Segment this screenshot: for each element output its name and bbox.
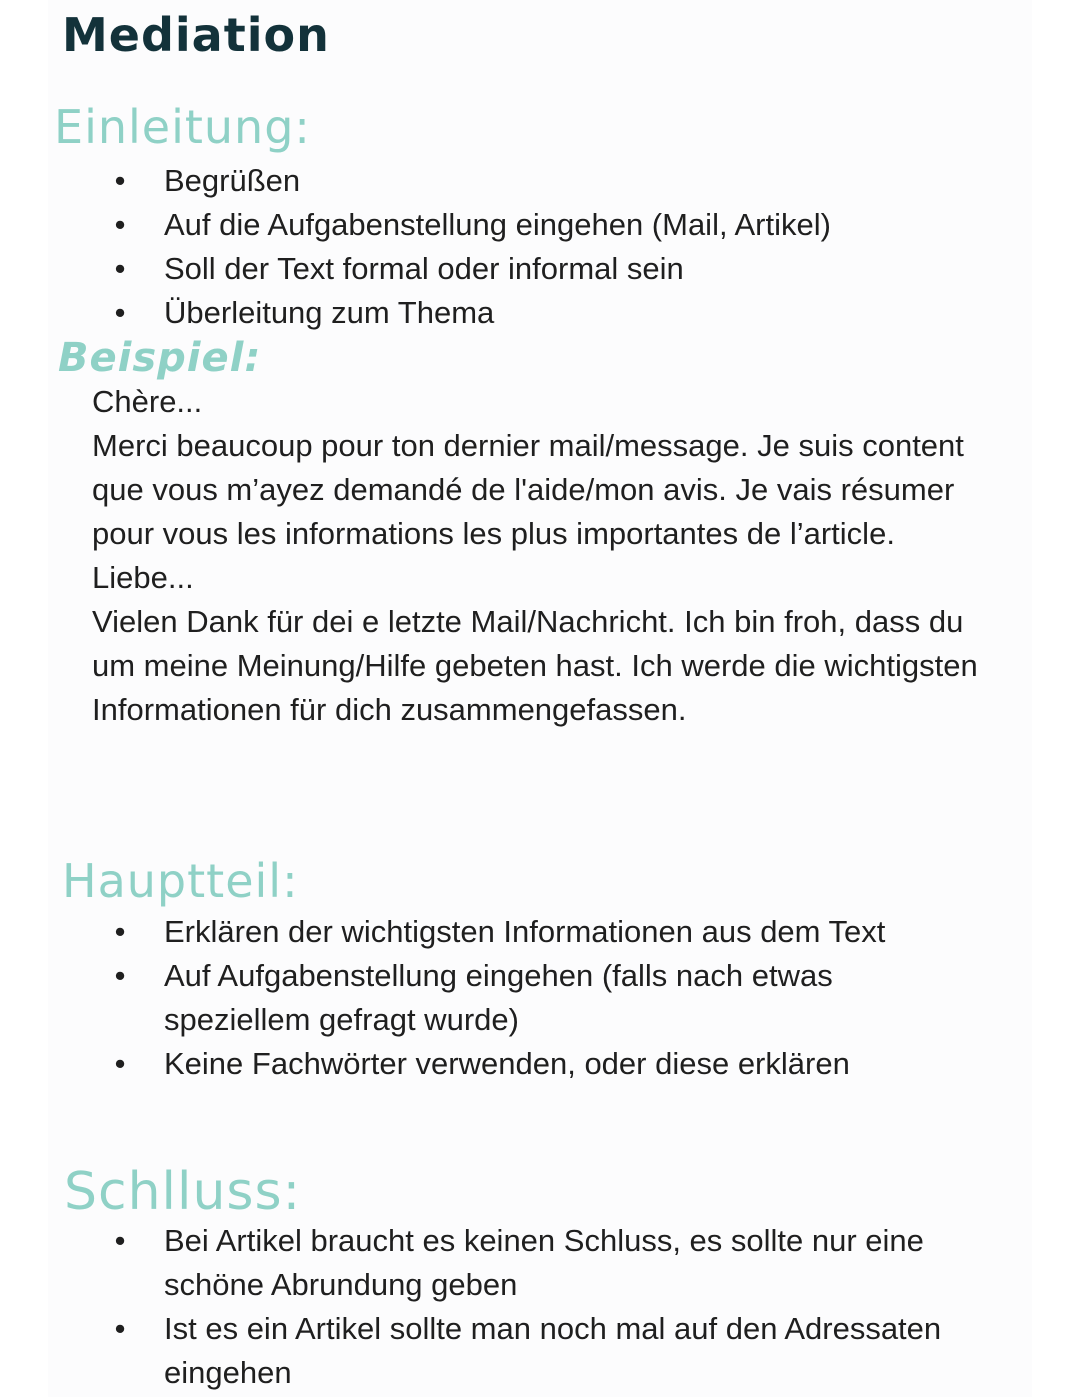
einleitung-heading: Einleitung:: [54, 100, 311, 154]
bullet-icon: •: [114, 207, 126, 242]
list-item: [0, 247, 984, 291]
list-item-text: Ist es ein Artikel sollte man noch mal auf den Adressaten eingehen: [164, 1311, 942, 1390]
page-title: Mediation: [62, 8, 330, 62]
list-item-text: Auf die Aufgabenstellung eingehen (Mail, Artikel): [164, 207, 831, 242]
bullet-icon: •: [114, 1046, 126, 1081]
list-item: [0, 291, 984, 335]
list-item-text: Auf Aufgabenstellung eingehen (falls nach etwas speziellem gefragt wurde): [164, 958, 833, 1037]
bullet-icon: •: [114, 295, 126, 330]
german-paragraph: Vielen Dank für dei e letzte Mail/Nachricht. Ich bin froh, dass du um meine Meinung/Hilfe gebeten hast. Ich werde die wichtigsten Informationen für dich zusammengefassen.: [92, 604, 978, 727]
schluss-heading: Schlluss:: [64, 1162, 302, 1222]
list-item: [0, 954, 984, 1042]
list-item: [0, 910, 984, 954]
bullet-icon: •: [114, 1311, 126, 1346]
bullet-icon: •: [114, 914, 126, 949]
list-item: [0, 1307, 984, 1395]
hauptteil-heading: Hauptteil:: [62, 854, 299, 908]
german-greeting: Liebe...: [92, 560, 194, 595]
example-text-block: [92, 380, 992, 732]
bullet-icon: •: [114, 958, 126, 993]
list-item-text: Keine Fachwörter verwenden, oder diese erklären: [164, 1046, 850, 1081]
list-item-text: Überleitung zum Thema: [164, 295, 495, 330]
bullet-icon: •: [114, 1223, 126, 1258]
french-paragraph: Merci beaucoup pour ton dernier mail/message. Je suis content que vous m’ayez demandé de l'aide/mon avis. Je vais résumer pour vous les informations les plus importantes de l’article.: [92, 428, 964, 551]
einleitung-list: [0, 159, 984, 335]
list-item: [0, 159, 984, 203]
list-item: [0, 1219, 984, 1307]
schluss-list: [0, 1219, 984, 1395]
list-item: [0, 203, 984, 247]
hauptteil-list: [0, 910, 984, 1086]
list-item-text: Begrüßen: [164, 163, 301, 198]
list-item: [0, 1042, 984, 1086]
bullet-icon: •: [114, 163, 126, 198]
bullet-icon: •: [114, 251, 126, 286]
list-item-text: Soll der Text formal oder informal sein: [164, 251, 684, 286]
beispiel-heading: Beispiel:: [58, 335, 262, 381]
french-greeting: Chère...: [92, 384, 203, 419]
list-item-text: Bei Artikel braucht es keinen Schluss, es sollte nur eine schöne Abrundung geben: [164, 1223, 924, 1302]
list-item-text: Erklären der wichtigsten Informationen aus dem Text: [164, 914, 886, 949]
